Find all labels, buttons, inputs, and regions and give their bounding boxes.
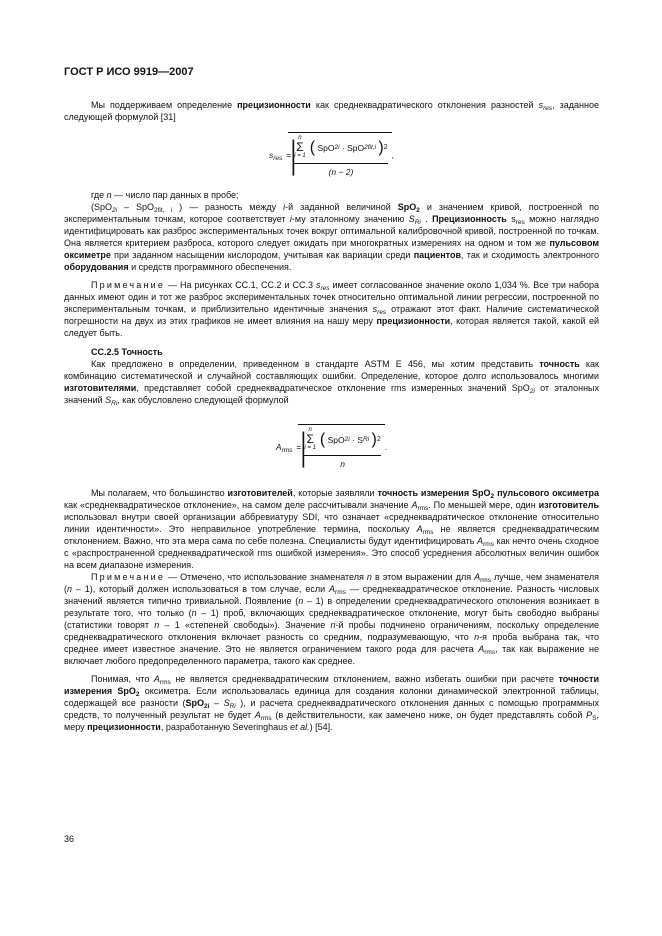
text-run: P <box>586 710 593 720</box>
text-run: S <box>408 214 415 224</box>
section-heading: СС.2.5 Точность <box>91 347 163 357</box>
term-2: SpO <box>347 142 365 153</box>
sum-upper-limit: n <box>298 135 302 141</box>
text-run: Мы поддерживаем определение <box>91 100 238 110</box>
text-run: и средств программного обеспечения. <box>128 262 292 272</box>
text-run: оборудования <box>64 262 129 272</box>
text-run: пульсовом оксиметре <box>64 238 599 260</box>
text-run: n <box>67 584 73 594</box>
text-run: , так и сходимость электронного <box>461 250 600 260</box>
text-run: при заданном насыщении кислородом, учитывая как вариации среди <box>110 250 414 260</box>
text-run: – 1) проб, включающих среднеквадратическое отклонение, могут быть свободно выбраны (статистики говорят <box>64 608 599 630</box>
text-run: rms <box>483 541 494 548</box>
text-run: , так как выражение не включает любого предопределенного параметра, такого как среднее. <box>64 644 599 666</box>
text-run: S <box>105 395 112 405</box>
text-run: Прецизионность <box>432 214 507 224</box>
sigma-icon: Σ <box>306 432 314 446</box>
note-1 <box>64 279 599 339</box>
text-run: rms <box>335 589 346 596</box>
text-run: n <box>474 632 480 642</box>
paragraph-difference-explanation <box>64 201 599 273</box>
formula-lhs-subscript: res <box>273 154 283 162</box>
text-run: Как предложено в определении, приведенном в стандарте ASTM E 456, мы хотим представить <box>91 359 540 369</box>
text-run: , которые заявляли <box>292 488 378 498</box>
text-run: Ri <box>414 219 421 226</box>
text-run: A <box>474 572 481 582</box>
text-run: i <box>283 202 286 212</box>
text-run: res <box>543 105 553 112</box>
text-run: s <box>506 214 516 224</box>
text-run: Понимая, что <box>91 674 154 684</box>
text-run: Ri <box>111 400 118 407</box>
text-run: -му эталонному значению <box>291 214 409 224</box>
text-run: не является среднеквадратическим отклонением, важно избегать ошибки при расчете <box>170 674 559 684</box>
note-label: Примечание <box>91 280 166 290</box>
text-run: rms <box>260 715 272 722</box>
text-run: , разработанную Severinghaus <box>160 722 291 732</box>
text-run: s <box>372 304 378 314</box>
denominator: (n − 2) <box>328 167 354 177</box>
text-run: rms <box>422 529 434 536</box>
text-run: s <box>538 100 544 110</box>
text-run: , меру <box>64 710 599 732</box>
text-run: имеет согласованное значение около 1,034 %. Все три набора данных имеют один и тот же разброс экспериментальных точек относительно оптимальной линии регрессии, построенной по экспериментальным точкам, и приблизительно идентичные значения <box>64 280 599 314</box>
formula-lhs-group <box>269 150 282 160</box>
document-header: ГОСТ Р ИСО 9919—2007 <box>64 66 194 78</box>
text-run: пациентов <box>413 250 462 260</box>
text-run: прецизионности <box>237 100 311 110</box>
note-2 <box>64 571 599 667</box>
text-run: изготовителей <box>227 488 293 498</box>
text-run: A <box>411 500 418 510</box>
text-run: rms <box>159 679 171 686</box>
text-run: пульсового оксиметра <box>494 488 599 498</box>
text-run: точность измерения SpO <box>377 488 491 498</box>
operator: · <box>352 434 355 445</box>
text-run: изготовителями <box>64 383 137 393</box>
text-run: rms <box>417 505 429 512</box>
text-run: Мы полагаем, что большинство <box>91 488 228 498</box>
text-run: -я проба выбрана так, что среднее имеет известное значение. Это не является ограничением такого рода для расчета <box>64 632 600 654</box>
equals-sign: = <box>286 149 292 160</box>
numerator: n Σ i = 1 ( SpO 2i · S Ri ) 2 <box>304 427 380 456</box>
text-run: , представляет собой среднеквадратическое отклонение rms измеренных значений SpO <box>136 383 530 393</box>
text-run: – 1), который должен использоваться в том случае, если <box>72 584 330 594</box>
text-run: можно наглядно идентифицировать как разброс экспериментальных точек вокруг оптимальной калибровочной кривой, построенной по точкам. Она является критерием разброса, которого следует ожидать при многократных измерениях на одном и том же <box>64 214 599 248</box>
text-run: оксиметра. Если использовалась единица для создания колонки динамической электронной таблицы, содержащей все разности ( <box>64 686 599 708</box>
text-run: , которая является такой, какой ей следует быть. <box>64 316 599 338</box>
text-run: res <box>515 219 525 226</box>
text-run: (в действительности, как замечено ниже, он будет представлять собой <box>271 710 587 720</box>
text-run: — На рисунках СС.1, СС.2 и СС.3 <box>165 280 316 290</box>
paren-left: ( <box>309 138 316 156</box>
formula-lhs: A <box>275 441 282 452</box>
formula-lhs-group <box>276 442 293 452</box>
paragraph-precision-definition <box>64 99 599 123</box>
text-run: A <box>254 710 261 720</box>
text-run: et al. <box>290 722 310 732</box>
text-run: ), и расчета среднеквадратического отклонения данных с помощью программных средств, то полученный результат не будет <box>64 698 599 720</box>
text-run: A <box>478 644 485 654</box>
radical-sign-icon: | <box>301 425 305 468</box>
text-run: не является среднеквадратическим отклонением. Важно, что эта мера сама по себе полезна. Специалисты будут идентифицировать <box>64 524 600 546</box>
paragraph-where-n <box>64 189 599 201</box>
text-run: Ri <box>229 703 236 710</box>
text-run: . По меньшей мере, один <box>428 500 539 510</box>
text-run: , заданное следующей формулой [31] <box>64 100 599 122</box>
paren-right: ) <box>378 138 384 156</box>
sigma-icon: Σ <box>296 140 304 154</box>
text-run: 2i <box>529 388 535 395</box>
text-run: от эталонных значений <box>64 383 600 405</box>
text-run: 2 <box>490 493 495 500</box>
text-run: как комбинацию систематической и случайной составляющих ошибки. Определение, которое долго использовалось многими <box>64 359 599 381</box>
note-label: Примечание <box>91 572 166 582</box>
text-run: A <box>477 536 484 546</box>
term-2: S <box>357 434 363 445</box>
text-run: где <box>91 190 107 200</box>
radical-sign-icon: | <box>291 133 295 176</box>
text-run: S <box>223 698 230 708</box>
paren-left: ( <box>319 430 326 448</box>
text-run: – 1 «степеней свободы»). Значение <box>159 620 331 630</box>
text-run: SpO <box>185 698 205 708</box>
text-run: 2 <box>135 691 140 698</box>
text-run: , как обусловлено следующей формулой <box>117 395 289 405</box>
term-1: SpO <box>327 434 345 445</box>
text-run: — число пар данных в пробе; <box>111 190 239 200</box>
text-run: и значением кривой, построенной по экспериментальным точкам, которое соответствует <box>64 202 600 224</box>
text-run: n <box>154 620 160 630</box>
text-run: точность <box>539 359 580 369</box>
text-run: (SpO <box>91 202 113 212</box>
text-run: ) — разность между <box>172 202 284 212</box>
text-run: rms <box>484 649 496 656</box>
text-run: 2 <box>416 207 420 214</box>
text-run: n <box>191 608 197 618</box>
paren-right: ) <box>371 430 377 448</box>
text-run: S <box>592 715 597 722</box>
summation <box>304 427 316 452</box>
text-run: n <box>330 620 336 630</box>
formula-a-rms <box>276 424 387 469</box>
text-run: . <box>420 214 433 224</box>
text-run: отражают этот факт. Наличие систематической погрешности на двух из этих графиков не имеет влияния на нашу меру <box>64 304 599 326</box>
text-run: s <box>315 280 321 290</box>
text-run: -й заданной величиной <box>285 202 398 212</box>
formula-punctuation: , <box>391 149 395 160</box>
sum-lower-limit: i = 1 <box>304 445 316 451</box>
text-run: – 1) в определении среднеквадратического отклонения возникает в результате того, что только ( <box>64 596 600 618</box>
text-run: лучше, чем знаменателя ( <box>64 572 599 594</box>
text-run: n <box>366 572 372 582</box>
formula-lhs-subscript: rms <box>281 446 293 454</box>
text-run: res <box>320 285 330 292</box>
formula-s-res <box>269 132 394 177</box>
text-run: прецизионности <box>87 722 161 732</box>
numerator: n Σ i = 1 ( SpO 2i · SpO 2fit,i ) 2 <box>294 135 387 164</box>
text-run: — Отмечено, что использование знаменателя <box>165 572 367 582</box>
paragraph-accuracy-definition <box>64 358 599 406</box>
text-run: — среднеквадратическое отклонение. Разность числовых значений является типично тривиальной. Появление ( <box>64 584 600 606</box>
text-run: -й пробы подчинено ограничениям, поскольку определение среднеквадратического отклонения включает разность со средним, подразумевающую, что <box>64 620 599 642</box>
text-run: ) [54]. <box>309 722 333 732</box>
sum-lower-limit: i = 1 <box>294 153 306 159</box>
text-run: A <box>153 674 160 684</box>
fraction <box>288 132 391 177</box>
text-run: как «среднеквадратическое отклонение», на самом деле рассчитывали значение <box>64 500 412 510</box>
text-run: как среднеквадратического отклонения разностей <box>310 100 539 110</box>
operator: · <box>341 142 345 153</box>
text-run: A <box>416 524 423 534</box>
text-run: n <box>106 190 112 200</box>
paragraph-a-rms-not-sd <box>64 673 599 733</box>
text-run: как нечто очень сходное с «распространенной среднеквадратической rms ошибкой измерения». Это способ усреднения абсолютных величин ошибок на всем диапазоне измерения. <box>64 536 599 570</box>
sum-upper-limit: n <box>308 427 312 433</box>
text-run: n <box>298 596 304 606</box>
fraction <box>298 424 384 469</box>
formula-punctuation: . <box>384 441 388 452</box>
text-run: SpO <box>397 202 417 212</box>
term-1: SpO <box>317 142 335 153</box>
page-number: 36 <box>64 834 75 844</box>
formula-lhs: s <box>268 149 274 160</box>
text-run: в этом выражении для <box>371 572 475 582</box>
text-run: точности измерения SpO <box>64 674 599 696</box>
equals-sign: = <box>296 441 302 452</box>
text-run: res <box>377 309 387 316</box>
text-run: A <box>329 584 336 594</box>
formula-s-res-wrap <box>64 132 599 177</box>
text-run: 2i <box>112 207 118 214</box>
text-run: 2fit, i <box>154 207 173 214</box>
denominator: n <box>340 459 345 469</box>
formula-a-rms-wrap <box>64 424 599 469</box>
text-run: прецизионности <box>376 316 451 326</box>
text-run: – SpO <box>117 202 154 212</box>
text-run: rms <box>480 577 491 584</box>
paragraph-manufacturers <box>64 487 599 571</box>
text-run: изготовитель <box>538 500 599 510</box>
text-run: 2i <box>204 703 210 710</box>
text-run: – <box>209 698 224 708</box>
text-run: i <box>289 214 292 224</box>
text-run: использовал внутри своей организации аббревиатуру SDI, что означает «среднеквадратическое отклонение относительно линии идентичности». Это неправильное употребление термина, поскольку <box>64 512 599 534</box>
summation <box>294 135 306 160</box>
